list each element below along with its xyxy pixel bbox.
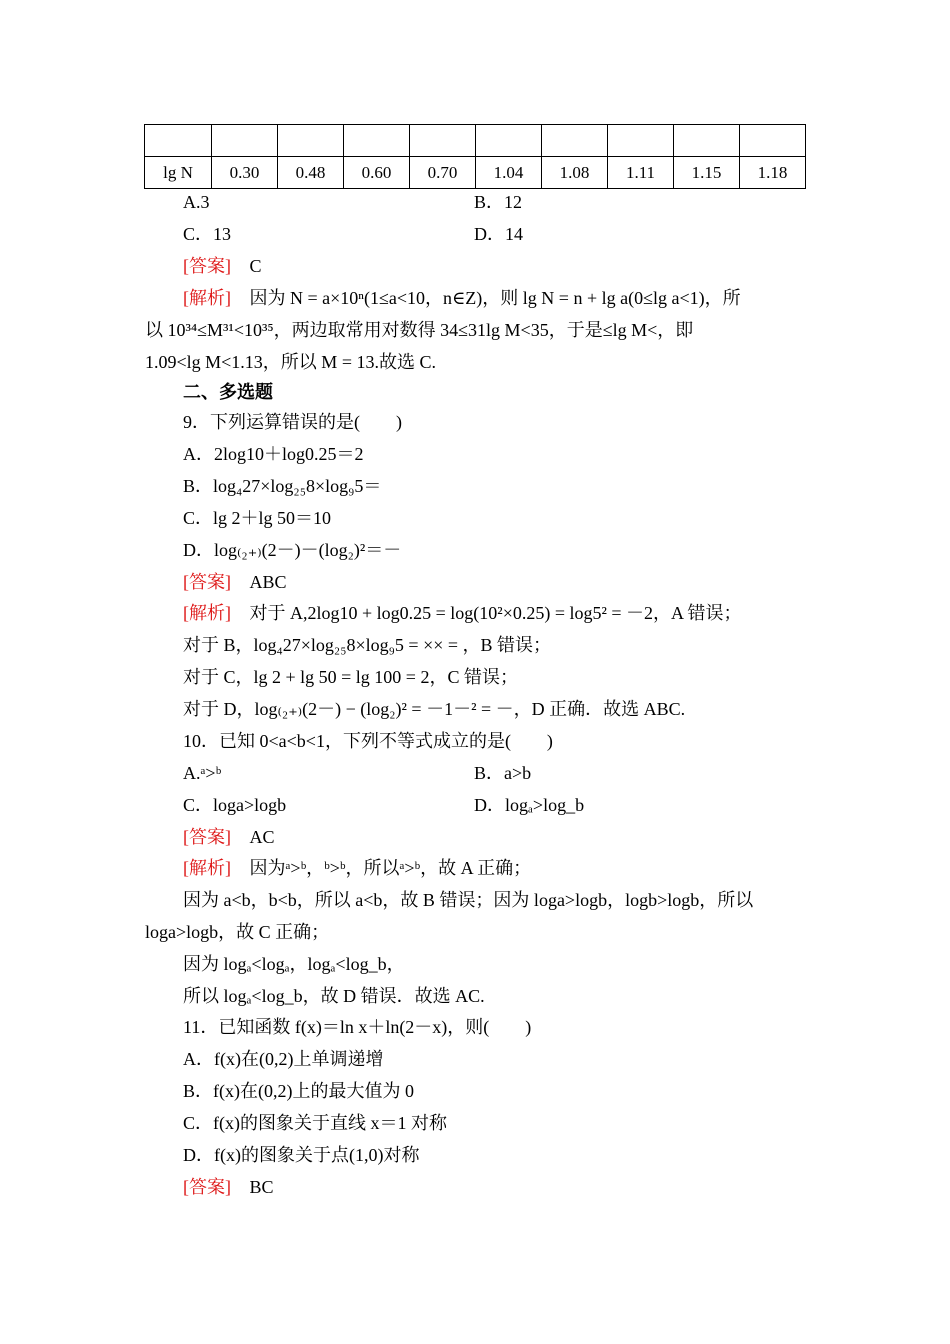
q10-jiexi-line3: loga>logb，故 C 正确； [145, 922, 330, 942]
q9-jiexi-line4: 对于 D，log₍₂₊₎(2－) − (log₂)² = －1－² = －，D 正确．故选 ABC. [183, 699, 686, 719]
table-cell: 1.11 [608, 157, 674, 189]
answer-value: ABC [249, 572, 287, 592]
q9-answer-line [183, 571, 287, 593]
q9-jiexi-line2: 对于 B，log₄27×log₂₅8×log₉5 = ×× = ，B 错误； [183, 635, 552, 655]
table-cell: 1.15 [674, 157, 740, 189]
answer-value: C [249, 256, 262, 276]
answer-value: BC [249, 1177, 274, 1197]
jiexi-tag: [解析] [183, 603, 231, 623]
q10-option-d: D．logₐ>log_b [474, 795, 585, 815]
q8-jiexi-line3: 1.09<lg M<1.13，所以 M = 13.故选 C. [145, 352, 436, 372]
table-cell: 1.18 [740, 157, 806, 189]
table-cell [278, 125, 344, 157]
q10-option-b: B．a>b [474, 763, 532, 783]
q8-option-c: C．13 [183, 224, 232, 244]
table-cell [542, 125, 608, 157]
q11-answer-line [183, 1176, 274, 1198]
table-cell: 0.60 [344, 157, 410, 189]
table-cell: 1.08 [542, 157, 608, 189]
q8-jiexi-line1 [183, 287, 741, 309]
q10-answer-line [183, 826, 275, 848]
table-cell [674, 125, 740, 157]
jiexi-text: 因为 N = a×10ⁿ(1≤a<10，n∈Z)，则 lg N = n + lg a(0≤lg a<1)，所 [249, 288, 741, 308]
table-cell [476, 125, 542, 157]
table-row-label: lg N [145, 157, 212, 189]
jiexi-text: 对于 A,2log10 + log0.25 = log(10²×0.25) = log5² = －2，A 错误； [249, 603, 742, 623]
table-cell: 0.30 [212, 157, 278, 189]
q9-jiexi-line1 [183, 602, 742, 624]
q11-option-c: C．f(x)的图象关于直线 x＝1 对称 [183, 1113, 447, 1133]
q9-option-b: B．log₄27×log₂₅8×log₉5＝ [183, 476, 382, 496]
q9-stem: 9．下列运算错误的是( ) [183, 412, 402, 432]
q11-stem: 11．已知函数 f(x)＝ln x＋ln(2－x)，则( ) [183, 1017, 532, 1037]
table-cell [212, 125, 278, 157]
section-heading: 二、多选题 [183, 382, 273, 402]
table-cell [145, 125, 212, 157]
table-cell [410, 125, 476, 157]
q10-option-a: A.ᵃ>ᵇ [183, 763, 222, 783]
q9-option-c: C．lg 2＋lg 50＝10 [183, 508, 332, 528]
answer-value: AC [249, 827, 275, 847]
table-cell: 0.48 [278, 157, 344, 189]
q10-jiexi-line5: 所以 logₐ<log_b，故 D 错误．故选 AC. [183, 986, 485, 1006]
table-cell: 1.04 [476, 157, 542, 189]
q10-jiexi-line1 [183, 857, 531, 879]
q8-option-d: D．14 [474, 224, 523, 244]
jiexi-text: 因为ᵃ>ᵇ，ᵇ>ᵇ，所以ᵃ>ᵇ，故 A 正确； [249, 858, 532, 878]
answer-tag: [答案] [183, 827, 231, 847]
table-cell [608, 125, 674, 157]
q11-option-b: B．f(x)在(0,2)上的最大值为 0 [183, 1081, 414, 1101]
answer-tag: [答案] [183, 1177, 231, 1197]
table-row [145, 125, 806, 157]
answer-tag: [答案] [183, 256, 231, 276]
q9-option-a: A．2log10＋log0.25＝2 [183, 444, 364, 464]
q8-option-a: A.3 [183, 192, 210, 212]
q8-option-b: B．12 [474, 192, 523, 212]
q10-option-c: C．loga>logb [183, 795, 287, 815]
q8-answer-line [183, 255, 262, 277]
q9-jiexi-line3: 对于 C，lg 2 + lg 50 = lg 100 = 2，C 错误； [183, 667, 518, 687]
answer-tag: [答案] [183, 572, 231, 592]
q10-jiexi-line2: 因为 a<b，b<b，所以 a<b，故 B 错误；因为 loga>logb，logb>logb，所以 [183, 890, 754, 910]
table-cell: 0.70 [410, 157, 476, 189]
q10-jiexi-line4: 因为 logₐ<logₐ，logₐ<log_b， [183, 954, 405, 974]
table-row [145, 157, 806, 189]
q9-option-d: D．log₍₂₊₎(2－)－(log₂)²＝－ [183, 540, 402, 560]
jiexi-tag: [解析] [183, 288, 231, 308]
q11-option-a: A．f(x)在(0,2)上单调递增 [183, 1049, 384, 1069]
q11-option-d: D．f(x)的图象关于点(1,0)对称 [183, 1145, 420, 1165]
jiexi-tag: [解析] [183, 858, 231, 878]
q8-jiexi-line2: 以 10³⁴≤M³¹<10³⁵，两边取常用对数得 34≤31lg M<35，于是≤lg M<，即 [145, 320, 694, 340]
lg-table [144, 124, 806, 189]
table-cell [740, 125, 806, 157]
table-cell [344, 125, 410, 157]
q10-stem: 10．已知 0<a<b<1，下列不等式成立的是( ) [183, 731, 553, 751]
